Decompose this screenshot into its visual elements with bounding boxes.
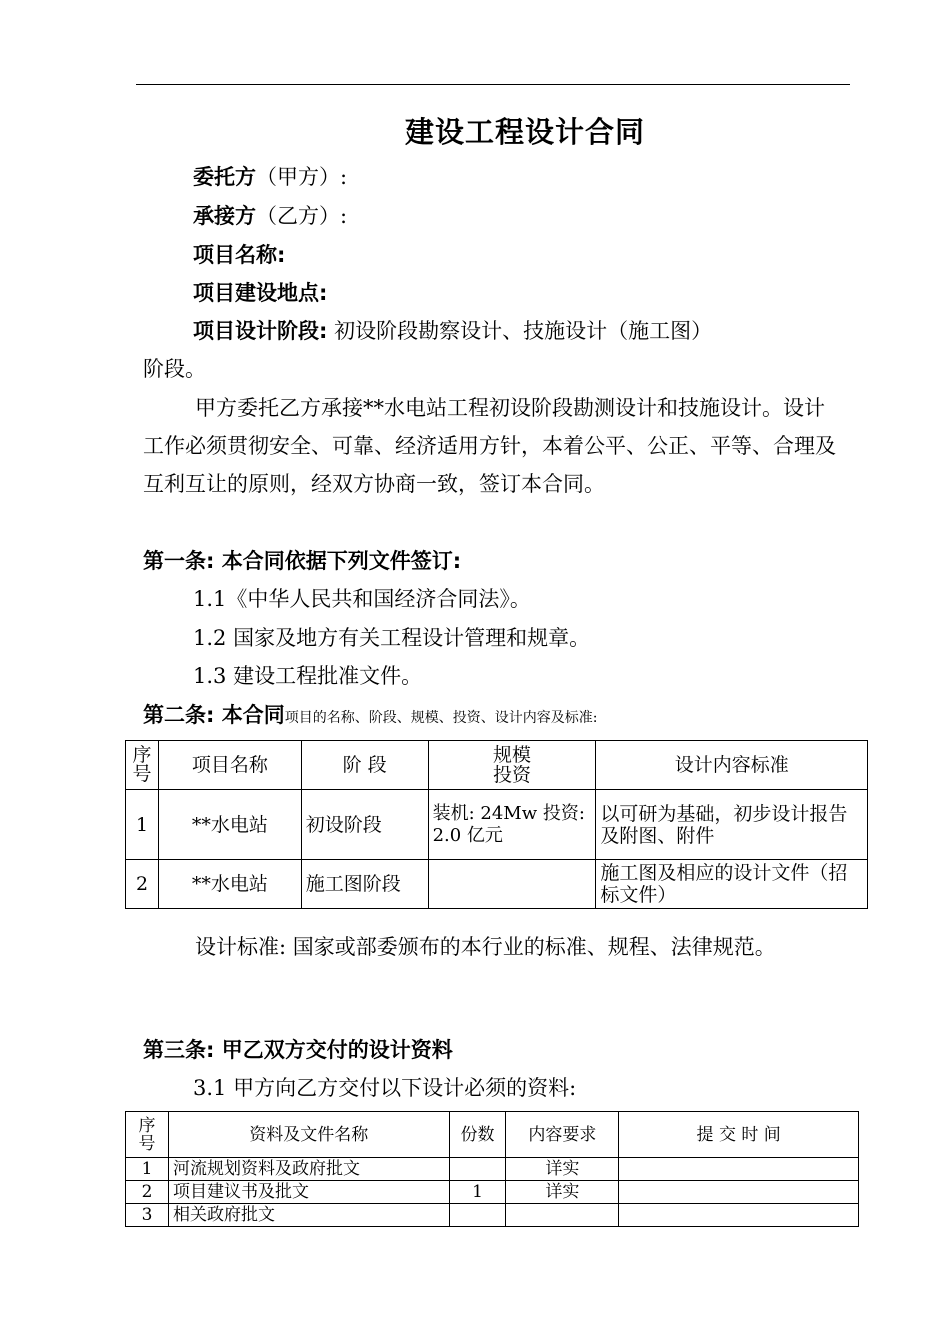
cell-name: **水电站 <box>158 860 301 909</box>
table-row <box>126 790 868 860</box>
cell-req <box>506 1204 619 1227</box>
header-content: 设计内容标准 <box>596 741 868 790</box>
table-header-row <box>126 1112 859 1158</box>
header-name: 资料及文件名称 <box>168 1112 449 1158</box>
article1-item: 1.2 国家及地方有关工程设计管理和规章。 <box>193 626 591 650</box>
cell-content: 以可研为基础，初步设计报告及附图、附件 <box>596 790 868 860</box>
project-table <box>125 740 868 909</box>
cell-no: 1 <box>126 790 159 860</box>
header-no: 序号 <box>126 741 159 790</box>
header-scale <box>428 741 596 790</box>
document-title: 建设工程设计合同 <box>404 115 645 149</box>
cell-qty <box>449 1204 506 1227</box>
article3-heading: 第三条: 甲乙双方交付的设计资料 <box>143 1038 453 1062</box>
contractor-label: 承接方 <box>193 204 256 228</box>
cell-scale <box>428 860 596 909</box>
cell-name: 项目建议书及批文 <box>168 1181 449 1204</box>
article1-heading: 第一条: 本合同依据下列文件签订: <box>143 549 462 573</box>
stage-text-continued: 阶段。 <box>143 357 206 381</box>
stage-label: 项目设计阶段: <box>193 319 328 343</box>
cell-stage: 施工图阶段 <box>301 860 428 909</box>
cell-no: 3 <box>126 1204 169 1227</box>
header-time: 提 交 时 间 <box>619 1112 859 1158</box>
article3-sub: 3.1 甲方向乙方交付以下设计必须的资料: <box>193 1076 577 1100</box>
intro-paragraph <box>143 389 843 503</box>
cell-req: 详实 <box>506 1158 619 1181</box>
table-header-row <box>126 741 868 790</box>
cell-no: 2 <box>126 1181 169 1204</box>
cell-qty <box>449 1158 506 1181</box>
header-stage: 阶 段 <box>301 741 428 790</box>
intro-text: 甲方委托乙方承接**水电站工程初设阶段勘测设计和技施设计。设计工作必须贯彻安全、可靠、经济适用方针，本着公平、公正、平等、合理及互利互让的原则，经双方协商一致，签订本合同。 <box>143 396 836 496</box>
cell-req: 详实 <box>506 1181 619 1204</box>
client-paren: （甲方）: <box>256 165 348 189</box>
stage-line <box>193 318 712 344</box>
header-scale-2: 投资 <box>492 764 531 786</box>
client-line <box>193 164 347 190</box>
header-scale-1: 规模 <box>492 744 531 766</box>
cell-no: 2 <box>126 860 159 909</box>
article2-heading-small: 项目的名称、阶段、规模、投资、设计内容及标准: <box>284 710 598 726</box>
header-rule <box>136 84 850 85</box>
cell-no: 1 <box>126 1158 169 1181</box>
cell-qty: 1 <box>449 1181 506 1204</box>
cell-name: 相关政府批文 <box>168 1204 449 1227</box>
article1-item: 1.3 建设工程批准文件。 <box>193 664 423 688</box>
standard-text: 设计标准: 国家或部委颁布的本行业的标准、规程、法律规范。 <box>195 935 776 959</box>
cell-scale: 装机: 24Mw 投资: 2.0 亿元 <box>428 790 596 860</box>
project-site-label: 项目建设地点: <box>193 281 328 305</box>
standard-paragraph <box>143 928 843 966</box>
contractor-paren: （乙方）: <box>256 204 348 228</box>
cell-time <box>619 1181 859 1204</box>
header-qty: 份数 <box>449 1112 506 1158</box>
cell-name: **水电站 <box>158 790 301 860</box>
table-row <box>126 1158 859 1181</box>
stage-text: 初设阶段勘察设计、技施设计（施工图） <box>334 319 713 343</box>
header-req: 内容要求 <box>506 1112 619 1158</box>
contractor-line <box>193 203 347 229</box>
cell-time <box>619 1158 859 1181</box>
header-no: 序号 <box>126 1112 169 1158</box>
table-row <box>126 1204 859 1227</box>
article2-heading <box>143 702 597 731</box>
header-name: 项目名称 <box>158 741 301 790</box>
project-name-label: 项目名称: <box>193 243 286 267</box>
cell-name: 河流规划资料及政府批文 <box>168 1158 449 1181</box>
cell-stage: 初设阶段 <box>301 790 428 860</box>
client-label: 委托方 <box>193 165 256 189</box>
table-row <box>126 1181 859 1204</box>
article2-heading-bold: 第二条: 本合同 <box>143 703 285 727</box>
article1-item: 1.1《中华人民共和国经济合同法》。 <box>193 587 531 611</box>
cell-time <box>619 1204 859 1227</box>
cell-content: 施工图及相应的设计文件（招标文件） <box>596 860 868 909</box>
table-row <box>126 860 868 909</box>
materials-table <box>125 1111 859 1227</box>
